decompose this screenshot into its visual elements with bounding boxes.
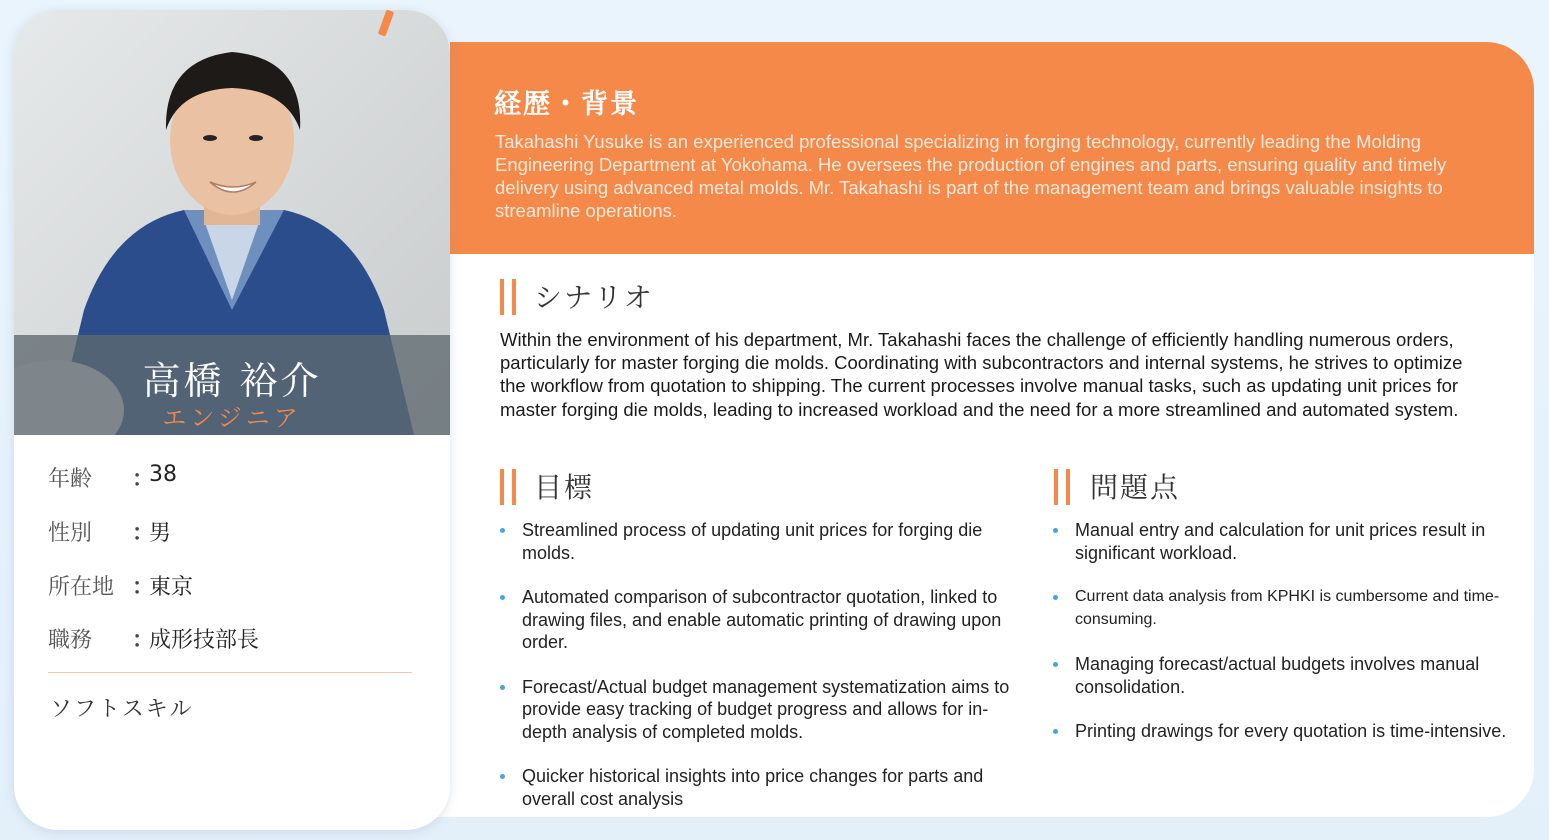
location-label: 所在地 <box>48 575 115 600</box>
gender-label: 性別 <box>48 521 93 546</box>
problem-item: Managing forecast/actual budgets involves manual consolidation. <box>1053 653 1518 698</box>
gender-value: 男 <box>149 521 172 546</box>
goal-item: Quicker historical insights into price changes for parts and overall cost analysis <box>500 765 1010 810</box>
age-colon: ： <box>132 466 155 491</box>
job-title-colon: ： <box>132 627 155 652</box>
age-value: 38 <box>149 462 177 487</box>
goals-marker-icon <box>500 469 516 505</box>
soft-skills-label: ソフトスキル <box>50 697 194 722</box>
problem-item: Manual entry and calculation for unit prices result in significant workload. <box>1053 519 1518 564</box>
person-role: エンジニア <box>162 404 302 432</box>
profile-card <box>14 10 450 830</box>
divider <box>48 672 412 673</box>
problems-title: 問題点 <box>1090 471 1181 504</box>
goals-title: 目標 <box>534 471 595 504</box>
goal-item: Forecast/Actual budget management systematization aims to provide easy tracking of budget progress and allows for in-depth analysis of completed molds. <box>500 676 1010 744</box>
scenario-title: シナリオ <box>534 281 654 314</box>
goal-item: Automated comparison of subcontractor quotation, linked to drawing files, and enable automatic printing of drawing upon order. <box>500 586 1010 654</box>
background-description: Takahashi Yusuke is an experienced professional specializing in forging technology, currently leading the Molding Engineering Department at Yokohama. He oversees the production of engines and parts, ensuring quality and timely delivery using advanced metal molds. Mr. Takahashi is part of the management team and brings valuable insights to streamline operations. <box>495 131 1447 221</box>
age-label: 年齢 <box>48 467 93 492</box>
goal-item: Streamlined process of updating unit prices for forging die molds. <box>500 519 1010 564</box>
problems-marker-icon <box>1054 469 1070 505</box>
background-title: 経歴・背景 <box>494 89 639 120</box>
location-colon: ： <box>132 574 155 599</box>
goals-list <box>500 519 1010 810</box>
scenario-description: Within the environment of his department, Mr. Takahashi faces the challenge of efficiently handling numerous orders, particularly for master forging die molds. Coordinating with subcontractors and internal systems, he strives to optimize the workflow from quotation to shipping. The current processes involve manual tasks, such as updating unit prices for master forging die molds, leading to increased workload and the need for a more streamlined and automated system. <box>500 329 1463 420</box>
gender-colon: ： <box>132 520 155 545</box>
problems-list <box>1053 519 1518 743</box>
job-title-label: 職務 <box>48 628 93 653</box>
job-title-value: 成形技部長 <box>149 628 260 653</box>
location-value: 東京 <box>149 575 194 600</box>
person-name: 高橋 裕介 <box>142 359 322 403</box>
scenario-marker-icon <box>500 279 516 315</box>
problem-item: Printing drawings for every quotation is time-intensive. <box>1053 720 1518 743</box>
problem-item: Current data analysis from KPHKI is cumbersome and time-consuming. <box>1053 586 1518 631</box>
